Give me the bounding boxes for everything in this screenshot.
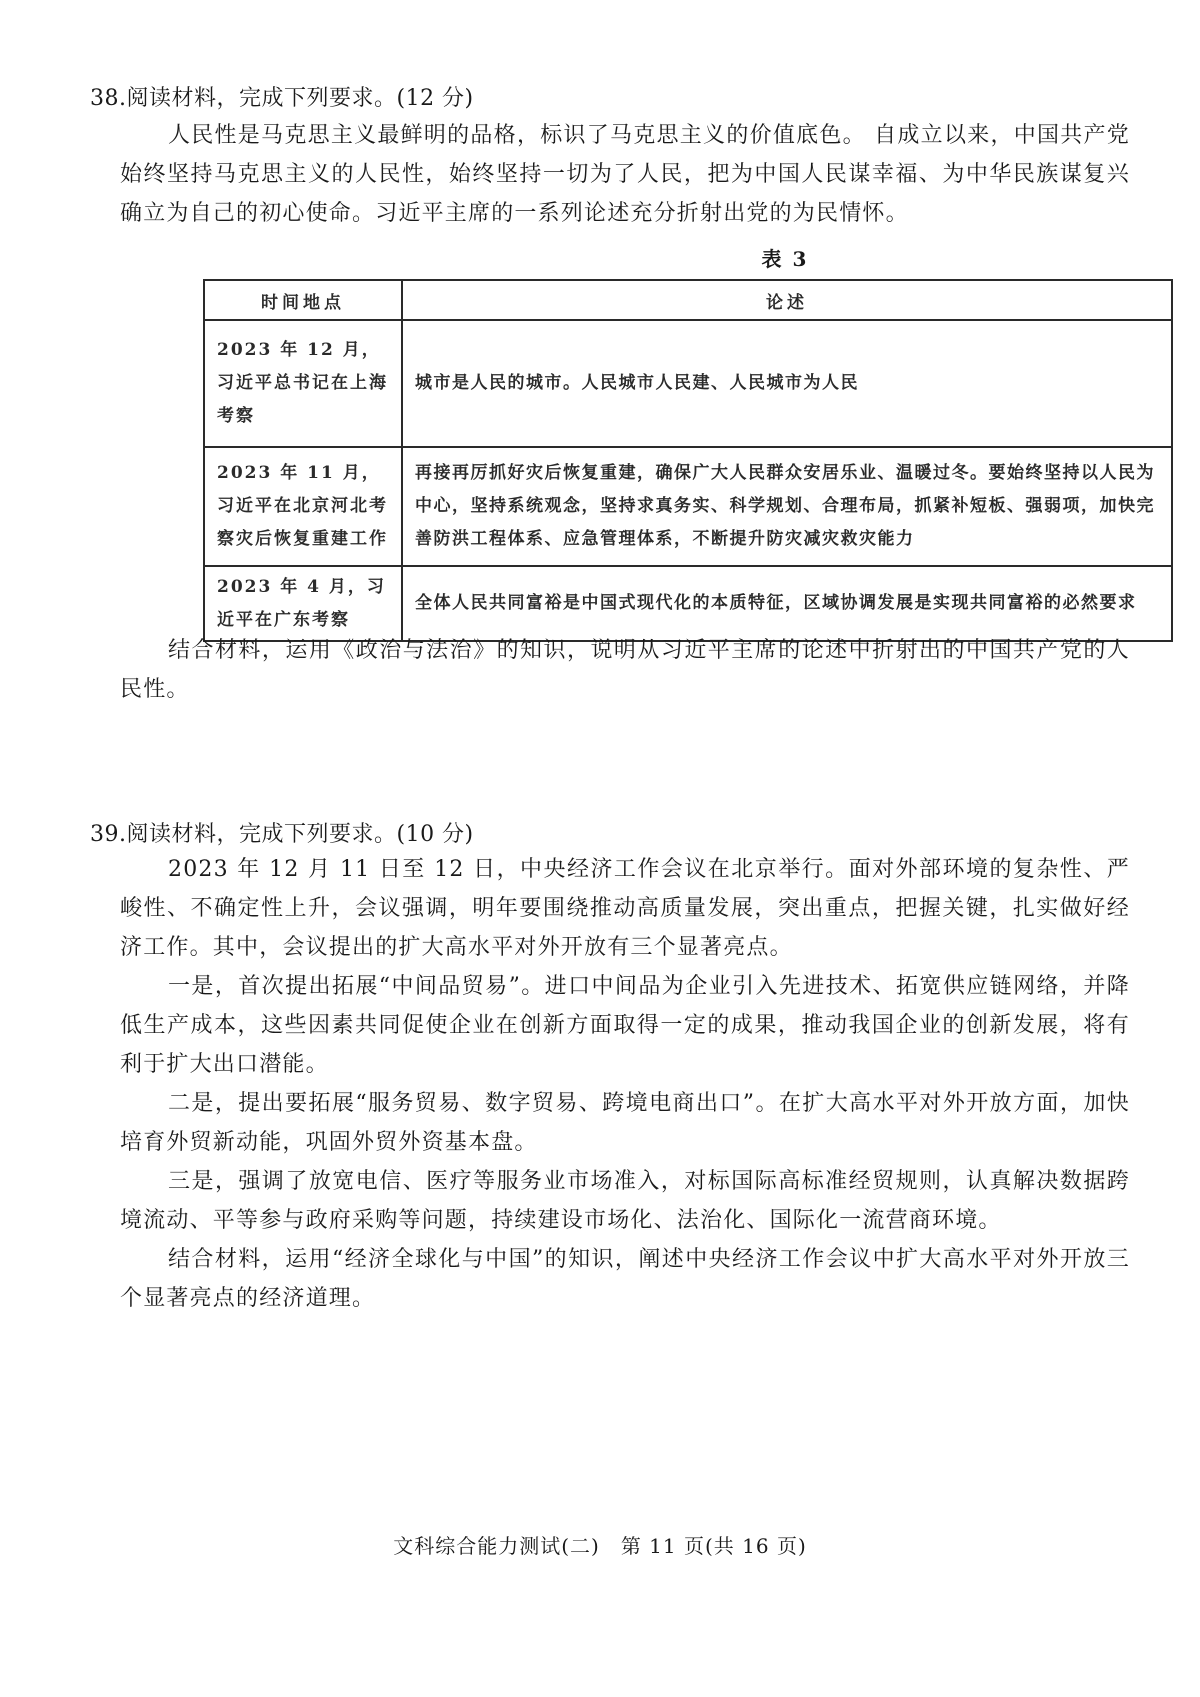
table-row <box>204 447 1172 566</box>
question-38-heading: 38.阅读材料，完成下列要求。(12 分) <box>90 86 474 111</box>
table-header-row <box>204 280 1172 320</box>
table-cell-time-place: 2023 年 11 月，习近平在北京河北考察灾后恢复重建工作 <box>204 447 402 566</box>
question-39-paragraph-4: 三是，强调了放宽电信、医疗等服务业市场准入，对标国际高标准经贸规则，认真解决数据跨境流动、平等参与政府采购等问题，持续建设市场化、法治化、国际化一流营商环境。 <box>120 1169 1130 1233</box>
question-38-intro: 人民性是马克思主义最鲜明的品格，标识了马克思主义的价值底色。 自成立以来，中国共产党始终坚持马克思主义的人民性，始终坚持一切为了人民，把为中国人民谋幸福、为中华民族谋复兴确立为自己的初心使命。习近平主席的一系列论述充分折射出党的为民情怀。 <box>120 123 1130 226</box>
question-39-paragraph-2: 一是，首次提出拓展“中间品贸易”。进口中间品为企业引入先进技术、拓宽供应链网络，并降低生产成本，这些因素共同促使企业在创新方面取得一定的成果，推动我国企业的创新发展，将有利于扩大出口潜能。 <box>120 974 1130 1077</box>
table-cell-statement: 再接再厉抓好灾后恢复重建，确保广大人民群众安居乐业、温暖过冬。要始终坚持以人民为中心，坚持系统观念，坚持求真务实、科学规划、合理布局，抓紧补短板、强弱项，加快完善防洪工程体系、应急管理体系，不断提升防灾减灾救灾能力 <box>402 447 1172 566</box>
table-header-time-place: 时间地点 <box>204 280 402 320</box>
question-39-heading: 39.阅读材料，完成下列要求。(10 分) <box>90 822 474 847</box>
table-row <box>204 566 1172 641</box>
question-39-paragraph-3: 二是，提出要拓展“服务贸易、数字贸易、跨境电商出口”。在扩大高水平对外开放方面，加快培育外贸新动能，巩固外贸外资基本盘。 <box>120 1091 1130 1155</box>
page-footer: 文科综合能力测试(二) 第 11 页(共 16 页) <box>393 1534 807 1558</box>
question-38-prompt: 结合材料，运用《政治与法治》的知识，说明从习近平主席的论述中折射出的中国共产党的人民性。 <box>120 638 1130 702</box>
table-row <box>204 320 1172 447</box>
question-39-paragraph-1: 2023 年 12 月 11 日至 12 日，中央经济工作会议在北京举行。面对外部环境的复杂性、严峻性、不确定性上升，会议强调，明年要围绕推动高质量发展，突出重点，把握关键，扎实做好经济工作。其中，会议提出的扩大高水平对外开放有三个显著亮点。 <box>120 857 1130 960</box>
table-header-statement: 论述 <box>402 280 1172 320</box>
table-cell-time-place: 2023 年 12 月，习近平总书记在上海考察 <box>204 320 402 447</box>
table-cell-time-place: 2023 年 4 月，习近平在广东考察 <box>204 566 402 641</box>
question-39-prompt: 结合材料，运用“经济全球化与中国”的知识，阐述中央经济工作会议中扩大高水平对外开放三个显著亮点的经济道理。 <box>120 1247 1130 1311</box>
statements-table <box>203 279 1173 642</box>
table-cell-statement: 全体人民共同富裕是中国式现代化的本质特征，区域协调发展是实现共同富裕的必然要求 <box>402 566 1172 641</box>
table-title: 表 3 <box>761 247 809 271</box>
table-cell-statement: 城市是人民的城市。人民城市人民建、人民城市为人民 <box>402 320 1172 447</box>
